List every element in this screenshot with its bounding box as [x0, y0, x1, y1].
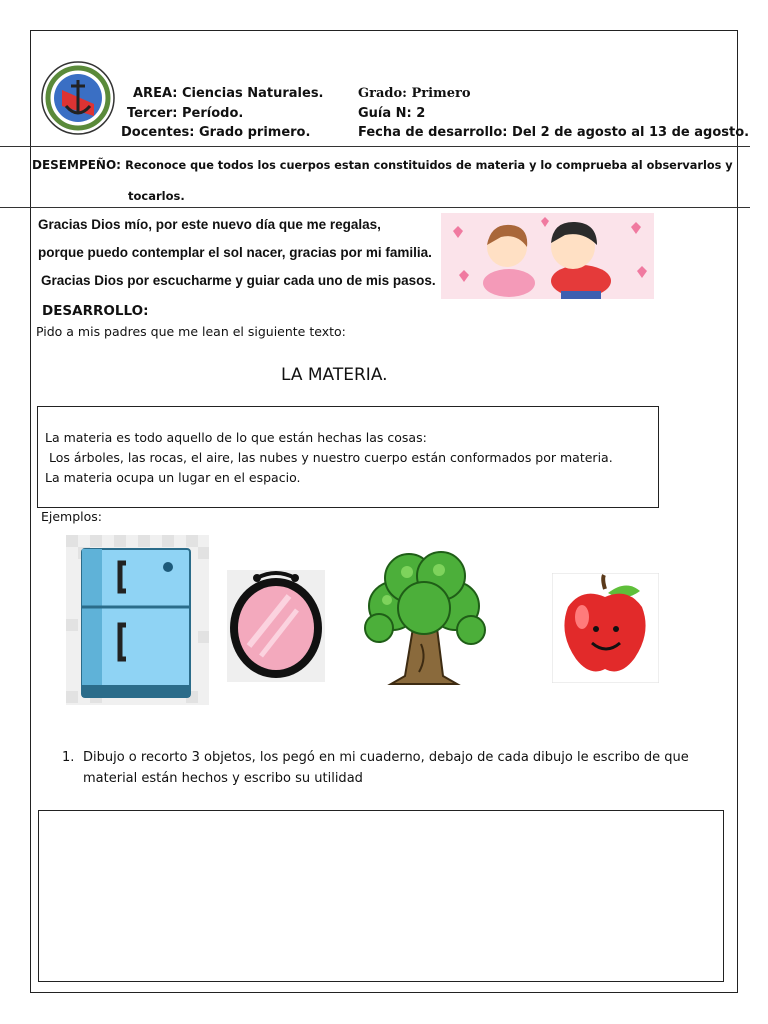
- definition-line-2: Los árboles, las rocas, el aire, las nubes y nuestro cuerpo están conformados por materia.: [49, 450, 613, 465]
- grado-label: Grado: Primero: [358, 86, 471, 101]
- activity-line-2: material están hechos y escribo su utilidad: [83, 771, 363, 786]
- desempeno-label: DESEMPEÑO:: [32, 158, 121, 172]
- desempeno-line-1: [32, 158, 733, 172]
- definition-box: [37, 406, 659, 508]
- prayer-line-2: porque puedo contemplar el sol nacer, gracias por mi familia.: [38, 245, 432, 260]
- desarrollo-instruction: Pido a mis padres que me lean el siguiente texto:: [36, 324, 346, 339]
- guia-label: Guía N: 2: [358, 106, 426, 121]
- docentes-label: Docentes: Grado primero.: [121, 125, 311, 140]
- periodo-label: Tercer: Período.: [127, 106, 244, 121]
- fecha-label: Fecha de desarrollo: Del 2 de agosto al 13 de agosto.: [358, 125, 750, 140]
- definition-line-1: La materia es todo aquello de lo que están hechas las cosas:: [45, 430, 427, 445]
- prayer-line-3: Gracias Dios por escucharme y guiar cada uno de mis pasos.: [41, 273, 436, 288]
- desarrollo-heading: DESARROLLO:: [42, 303, 149, 319]
- topic-title: LA MATERIA.: [281, 365, 388, 385]
- school-logo: [40, 60, 116, 136]
- definition-line-3: La materia ocupa un lugar en el espacio.: [45, 470, 301, 485]
- area-label: AREA: Ciencias Naturales.: [133, 86, 324, 101]
- desempeno-divider: [0, 207, 750, 208]
- tree-image: [357, 548, 492, 688]
- mirror-image: [227, 570, 325, 682]
- refrigerator-image: [66, 535, 209, 705]
- desempeno-line-2: tocarlos.: [128, 189, 185, 203]
- prayer-line-1: Gracias Dios mío, por este nuevo día que me regalas,: [38, 217, 381, 232]
- desempeno-text: Reconoce que todos los cuerpos estan constituidos de materia y lo comprueba al observarlos y: [125, 159, 733, 172]
- header-divider: [0, 146, 750, 147]
- activity-number: 1.: [62, 750, 75, 765]
- apple-image: [552, 573, 659, 683]
- children-praying-image: [441, 213, 654, 299]
- answer-drawing-box[interactable]: [38, 810, 724, 982]
- activity-line-1: Dibujo o recorto 3 objetos, los pegó en mi cuaderno, debajo de cada dibujo le escribo de que: [83, 750, 689, 765]
- examples-label: Ejemplos:: [41, 509, 103, 524]
